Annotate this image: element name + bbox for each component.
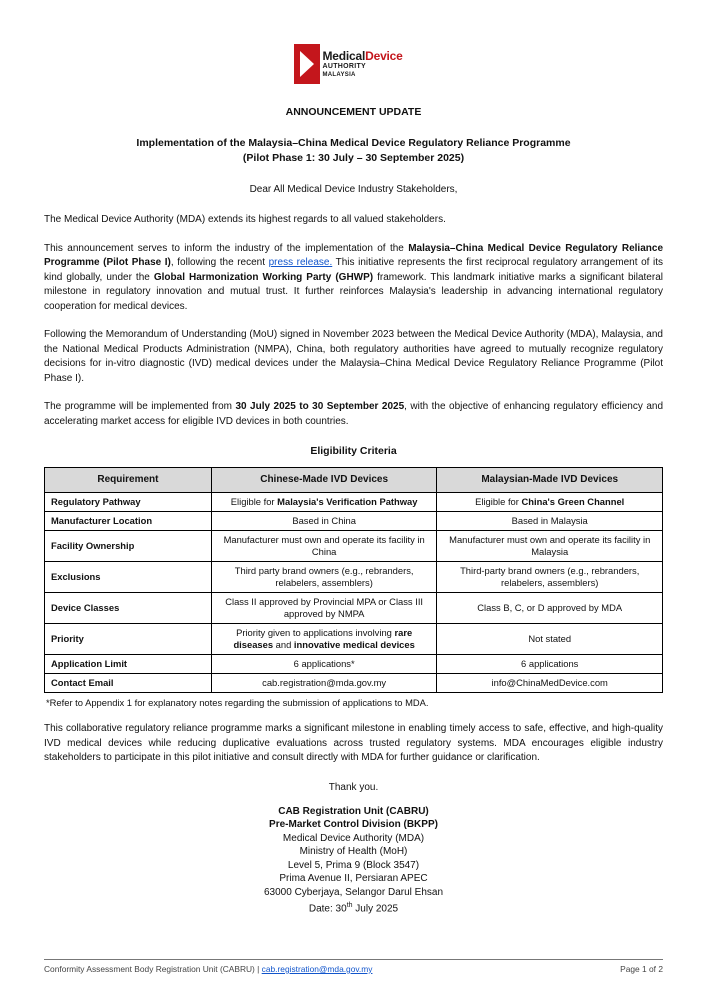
signature-division: Pre-Market Control Division (BKPP) [269,819,438,830]
thank-you-text: Thank you. [328,781,379,793]
mda-logo [44,44,663,84]
row-label-contact-email: Contact Email [45,674,212,693]
signature-authority: Medical Device Authority (MDA) [282,832,425,844]
paragraph-5: This collaborative regulatory reliance programme marks a significant milestone in enabling timely access to safe, effective, and high-quality IVD medical devices while reducing duplicative evaluations across trusted regulatory systems. MDA encourages eligible industry stakeholders to participate in this pilot initiative and consult directly with MDA for further guidance or clarification. [44,723,663,763]
cell-bold: rare diseases [233,627,413,650]
cell-bold: China's Green Channel [521,496,625,507]
cell-china-priority [211,624,437,655]
cell-malaysia-priority: Not stated [437,624,663,655]
p2-bold-ghwp: Global Harmonization Working Party (GHWP) [153,271,374,283]
p4-part-c: , with the objective of enhancing regulatory efficiency and accelerating market access for eligible IVD devices in both countries. [44,401,663,427]
cell-malaysia-device-classes: Class B, C, or D approved by MDA [437,593,663,624]
salutation: Dear All Medical Device Industry Stakeholders, [249,184,458,195]
signature-address-2: Prima Avenue II, Persiaran APEC [279,873,428,884]
eligibility-heading: Eligibility Criteria [310,445,397,457]
logo-line-1 [323,50,414,63]
row-label-exclusions: Exclusions [45,562,212,593]
column-header-requirement: Requirement [45,468,212,493]
p2-part-c: , following the recent [170,257,269,268]
logo-line-2: AUTHORITY [322,62,367,70]
p4-part-a: The programme will be implemented from [44,401,236,412]
cell-text: Eligible for [475,496,522,507]
logo-mark [294,44,414,84]
column-header-chinese: Chinese-Made IVD Devices [211,468,437,493]
cell-text: Eligible for [230,496,278,507]
cell-malaysia-manufacturer-location: Based in Malaysia [437,512,663,531]
signature-address-1: Level 5, Prima 9 (Block 3547) [287,859,420,871]
signature-address-3: 63000 Cyberjaya, Selangor Darul Ehsan [264,886,443,898]
cell-text: Priority given to applications involving [236,627,395,638]
date-ordinal: th [346,902,353,909]
cell-bold: innovative medical devices [293,639,415,650]
cell-china-facility-ownership: Manufacturer must own and operate its facility in China [211,531,437,562]
logo-word-device: Device [365,48,403,63]
paragraph-4 [44,400,663,429]
table-row [45,593,663,624]
cell-china-regulatory-pathway [211,493,437,512]
table-row [45,674,663,693]
cell-china-manufacturer-location: Based in China [211,512,437,531]
footer-email-link[interactable]: cab.registration@mda.gov.my [261,964,373,974]
row-label-regulatory-pathway: Regulatory Pathway [45,493,212,512]
cell-malaysia-exclusions: Third-party brand owners (e.g., rebranders, relabelers, assemblers) [437,562,663,593]
logo-triangle-icon [294,44,320,84]
cell-malaysia-application-limit: 6 applications [437,655,663,674]
press-release-link[interactable]: press release. [268,257,333,268]
p2-part-d: This initiative represents the first reciprocal regulatory arrangement of its kind globally, under the [44,257,664,283]
row-label-manufacturer-location: Manufacturer Location [45,512,212,531]
date-suffix: July 2025 [352,903,399,915]
signature-ministry: Ministry of Health (MoH) [299,846,408,857]
p2-bold-programme: Malaysia–China Medical Device Regulatory Reliance Programme (Pilot Phase I) [44,242,663,268]
p2-part-a: This announcement serves to inform the industry of the implementation of the [44,242,409,254]
cell-malaysia-regulatory-pathway [437,493,663,512]
p2-part-f: framework. This landmark initiative marks a significant bilateral milestone in regulatory innovation and mutual trust. It further reinforces Malaysia's leadership in advancing international regulatory cooperation for medical devices. [44,271,663,312]
footer-page-number: Page 1 of 2 [620,964,663,974]
announcement-label: ANNOUNCEMENT UPDATE [285,106,422,118]
table-footnote: *Refer to Appendix 1 for explanatory notes regarding the submission of applications to MDA. [46,697,429,708]
table-row [45,493,663,512]
p4-bold-dates: 30 July 2025 to 30 September 2025 [235,401,405,412]
row-label-priority: Priority [45,624,212,655]
signature-block [44,805,663,916]
footer-left [44,964,372,974]
column-header-malaysian: Malaysian-Made IVD Devices [437,468,663,493]
row-label-device-classes: Device Classes [45,593,212,624]
logo-text [320,44,414,84]
date-prefix: Date: 30 [308,903,347,915]
paragraph-3: Following the Memorandum of Understanding (MoU) signed in November 2023 between the Medical Device Authority (MDA), Malaysia, and the National Medical Products Administration (NMPA), China, both regulatory authorities have agreed to mutually recognize regulatory decisions for in-vitro diagnostic (IVD) medical devices under the Malaysia–China Medical Device Regulatory Reliance Programme (Pilot Phase I). [44,329,663,384]
cell-china-exclusions: Third party brand owners (e.g., rebranders, relabelers, assemblers) [211,562,437,593]
eligibility-table [44,467,663,693]
title-line-1: Implementation of the Malaysia–China Medical Device Regulatory Reliance Programme [136,137,571,149]
row-label-facility-ownership: Facility Ownership [45,531,212,562]
title-line-2: (Pilot Phase 1: 30 July – 30 September 2025) [242,152,465,164]
table-row [45,562,663,593]
table-row [45,624,663,655]
row-label-application-limit: Application Limit [45,655,212,674]
cell-text: and [273,639,294,650]
table-row [45,531,663,562]
cell-china-contact-email: cab.registration@mda.gov.my [211,674,437,693]
cell-china-application-limit: 6 applications* [211,655,437,674]
logo-word-medical: Medical [322,48,366,63]
paragraph-1: The Medical Device Authority (MDA) extends its highest regards to all valued stakeholders. [44,214,446,225]
table-row [45,655,663,674]
cell-china-device-classes: Class II approved by Provincial MPA or Class III approved by NMPA [211,593,437,624]
signature-unit: CAB Registration Unit (CABRU) [278,805,429,817]
table-row [45,512,663,531]
page-footer [44,959,663,974]
cell-malaysia-contact-email: info@ChinaMedDevice.com [437,674,663,693]
paragraph-2 [44,242,663,315]
logo-line-3: MALAYSIA [322,71,356,78]
cell-bold: Malaysia's Verification Pathway [277,496,418,507]
page-title [44,136,663,166]
footer-unit-text: Conformity Assessment Body Registration Unit (CABRU) | [44,964,262,974]
table-header-row [45,468,663,493]
cell-malaysia-facility-ownership: Manufacturer must own and operate its facility in Malaysia [437,531,663,562]
signature-date [44,899,663,916]
